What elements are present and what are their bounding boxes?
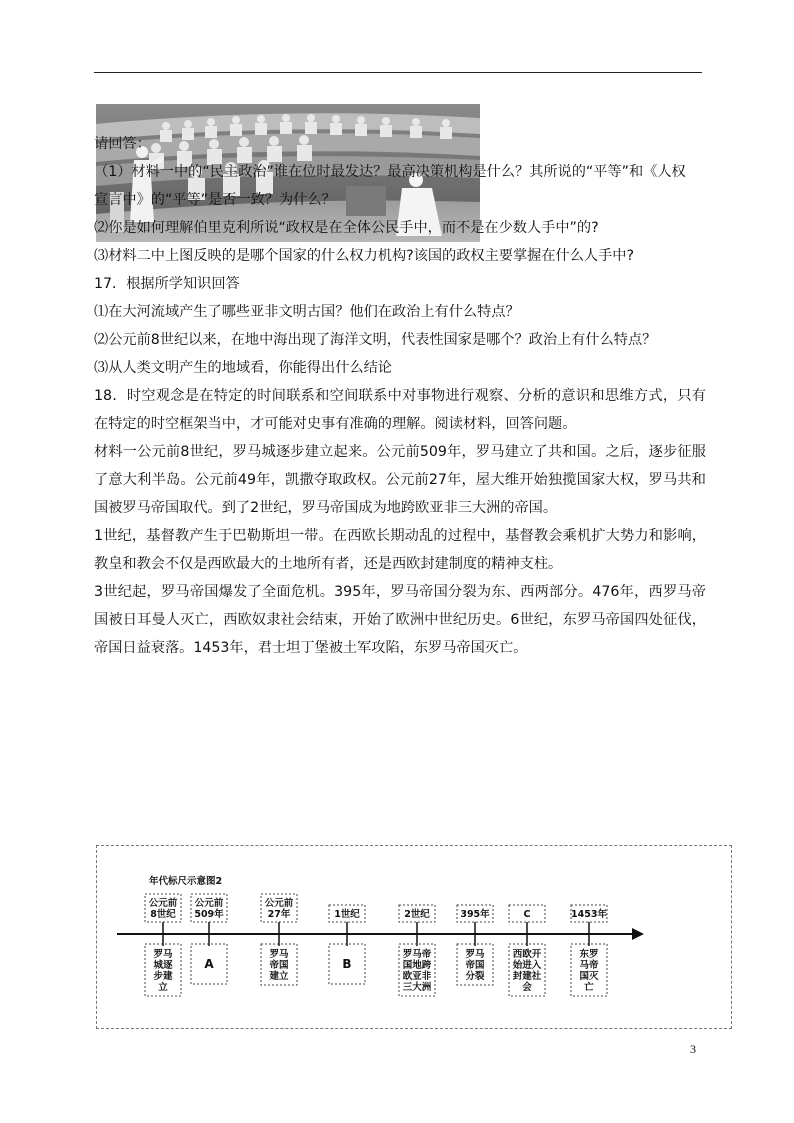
timeline-event-label: 步建 xyxy=(153,971,173,982)
timeline-arrow-icon xyxy=(632,928,644,940)
timeline-title: 年代标尺示意图2 xyxy=(149,876,223,887)
timeline-diagram xyxy=(97,846,731,1028)
timeline-date-label: 2世纪 xyxy=(404,909,430,920)
question-16-1-line2: 宣言中》的“平等”是否一致？为什么？ xyxy=(94,192,336,208)
timeline-event-label: 帝国 xyxy=(465,960,485,971)
timeline-event-label: 国地跨 xyxy=(402,960,432,971)
timeline-event-label: 欧亚非 xyxy=(402,971,432,982)
question-17-3: ⑶从人类文明产生的地域看，你能得出什么结论 xyxy=(94,360,392,376)
timeline-event-label: 国灭 xyxy=(579,971,599,982)
timeline-event-label: 始进入 xyxy=(512,960,542,971)
timeline-date-label: 1453年 xyxy=(571,909,607,920)
question-18-paragraph-3: 3世纪起，罗马帝国爆发了全面危机。395年，罗马帝国分裂为东、西两部分。476年，西罗马帝国被日耳曼人灭亡，西欧奴隶社会结束，开始了欧洲中世纪历史。6世纪，东罗马帝国四处征伐，帝国日益衰落。1453年，君士坦丁堡被土军攻陷，东罗马帝国灭亡。 xyxy=(94,584,706,656)
answer-prompt: 请回答： xyxy=(94,136,151,152)
header-rule xyxy=(94,72,702,73)
timeline-date-label: 27年 xyxy=(267,909,291,920)
timeline-date-label: 公元前 xyxy=(264,898,294,909)
question-18-material-1: 材料一公元前8世纪，罗马城逐步建立起来。公元前509年，罗马建立了共和国。之后，逐步征服了意大利半岛。公元前49年，凯撒夺取政权。公元前27年，屋大维开始独揽国家大权，罗马共和国被罗马帝国取代。到了2世纪，罗马帝国成为地跨欧亚非三大洲的帝国。 xyxy=(94,444,706,516)
timeline-event-label: 立 xyxy=(158,982,168,993)
timeline-event-label: 罗马 xyxy=(153,949,173,960)
timeline-date-label: C xyxy=(523,909,531,920)
question-18-title: 18．时空观念是在特定的时间联系和空间联系中对事物进行观察、分析的意识和思维方式，只有在特定的时空框架当中，才可能对史事有准确的理解。阅读材料，回答问题。 xyxy=(94,388,706,432)
timeline-event-label: 罗马 xyxy=(269,949,289,960)
timeline-event-label: 会 xyxy=(522,982,532,993)
question-16-2: ⑵你是如何理解伯里克利所说“政权是在全体公民手中，而不是在少数人手中”的? xyxy=(94,220,599,236)
page-number: 3 xyxy=(690,1042,696,1056)
timeline-event-label: 马帝 xyxy=(579,960,599,971)
timeline-event-label: 罗马 xyxy=(465,949,485,960)
timeline-event-label: 城逐 xyxy=(153,960,173,971)
timeline-date-label: 395年 xyxy=(460,909,490,920)
timeline-date-label: 公元前 xyxy=(148,898,178,909)
question-17-2: ⑵公元前8世纪以来，在地中海出现了海洋文明，代表性国家是哪个？政治上有什么特点？ xyxy=(94,332,657,348)
question-17-1: ⑴在大河流域产生了哪些亚非文明古国？他们在政治上有什么特点？ xyxy=(94,304,520,320)
timeline-event-label: 分裂 xyxy=(465,971,485,982)
timeline-event-label: 帝国 xyxy=(269,960,289,971)
timeline-date-label: 1世纪 xyxy=(334,909,360,920)
question-16-1-line1: （1）材料一中的“民主政治”谁在位时最发达？最高决策机构是什么？其所说的“平等”和《人权 xyxy=(94,164,686,180)
timeline-event-label: 东罗 xyxy=(579,949,599,960)
timeline-event-label: B xyxy=(342,957,352,971)
timeline-event-label: A xyxy=(204,957,214,971)
timeline-event-label: 三大洲 xyxy=(402,982,432,993)
timeline-event-label: 封建社 xyxy=(512,971,542,982)
timeline-event-label: 建立 xyxy=(269,971,289,982)
timeline-event-label: 罗马帝 xyxy=(402,949,432,960)
timeline-figure xyxy=(96,845,732,1029)
timeline-date-label: 8世纪 xyxy=(150,909,176,920)
timeline-event-label: 西欧开 xyxy=(512,949,542,960)
timeline-date-label: 509年 xyxy=(194,909,224,920)
timeline-date-label: 公元前 xyxy=(194,898,224,909)
question-17-title: 17．根据所学知识回答 xyxy=(94,276,240,292)
question-16-3: ⑶材料二中上图反映的是哪个国家的什么权力机构?该国的政权主要掌握在什么人手中? xyxy=(94,248,635,264)
question-18-paragraph-2: 1世纪，基督教产生于巴勒斯坦一带。在西欧长期动乱的过程中，基督教会乘机扩大势力和影响，教皇和教会不仅是西欧最大的土地所有者，还是西欧封建制度的精神支柱。 xyxy=(94,528,706,572)
timeline-event-label: 亡 xyxy=(584,982,594,993)
